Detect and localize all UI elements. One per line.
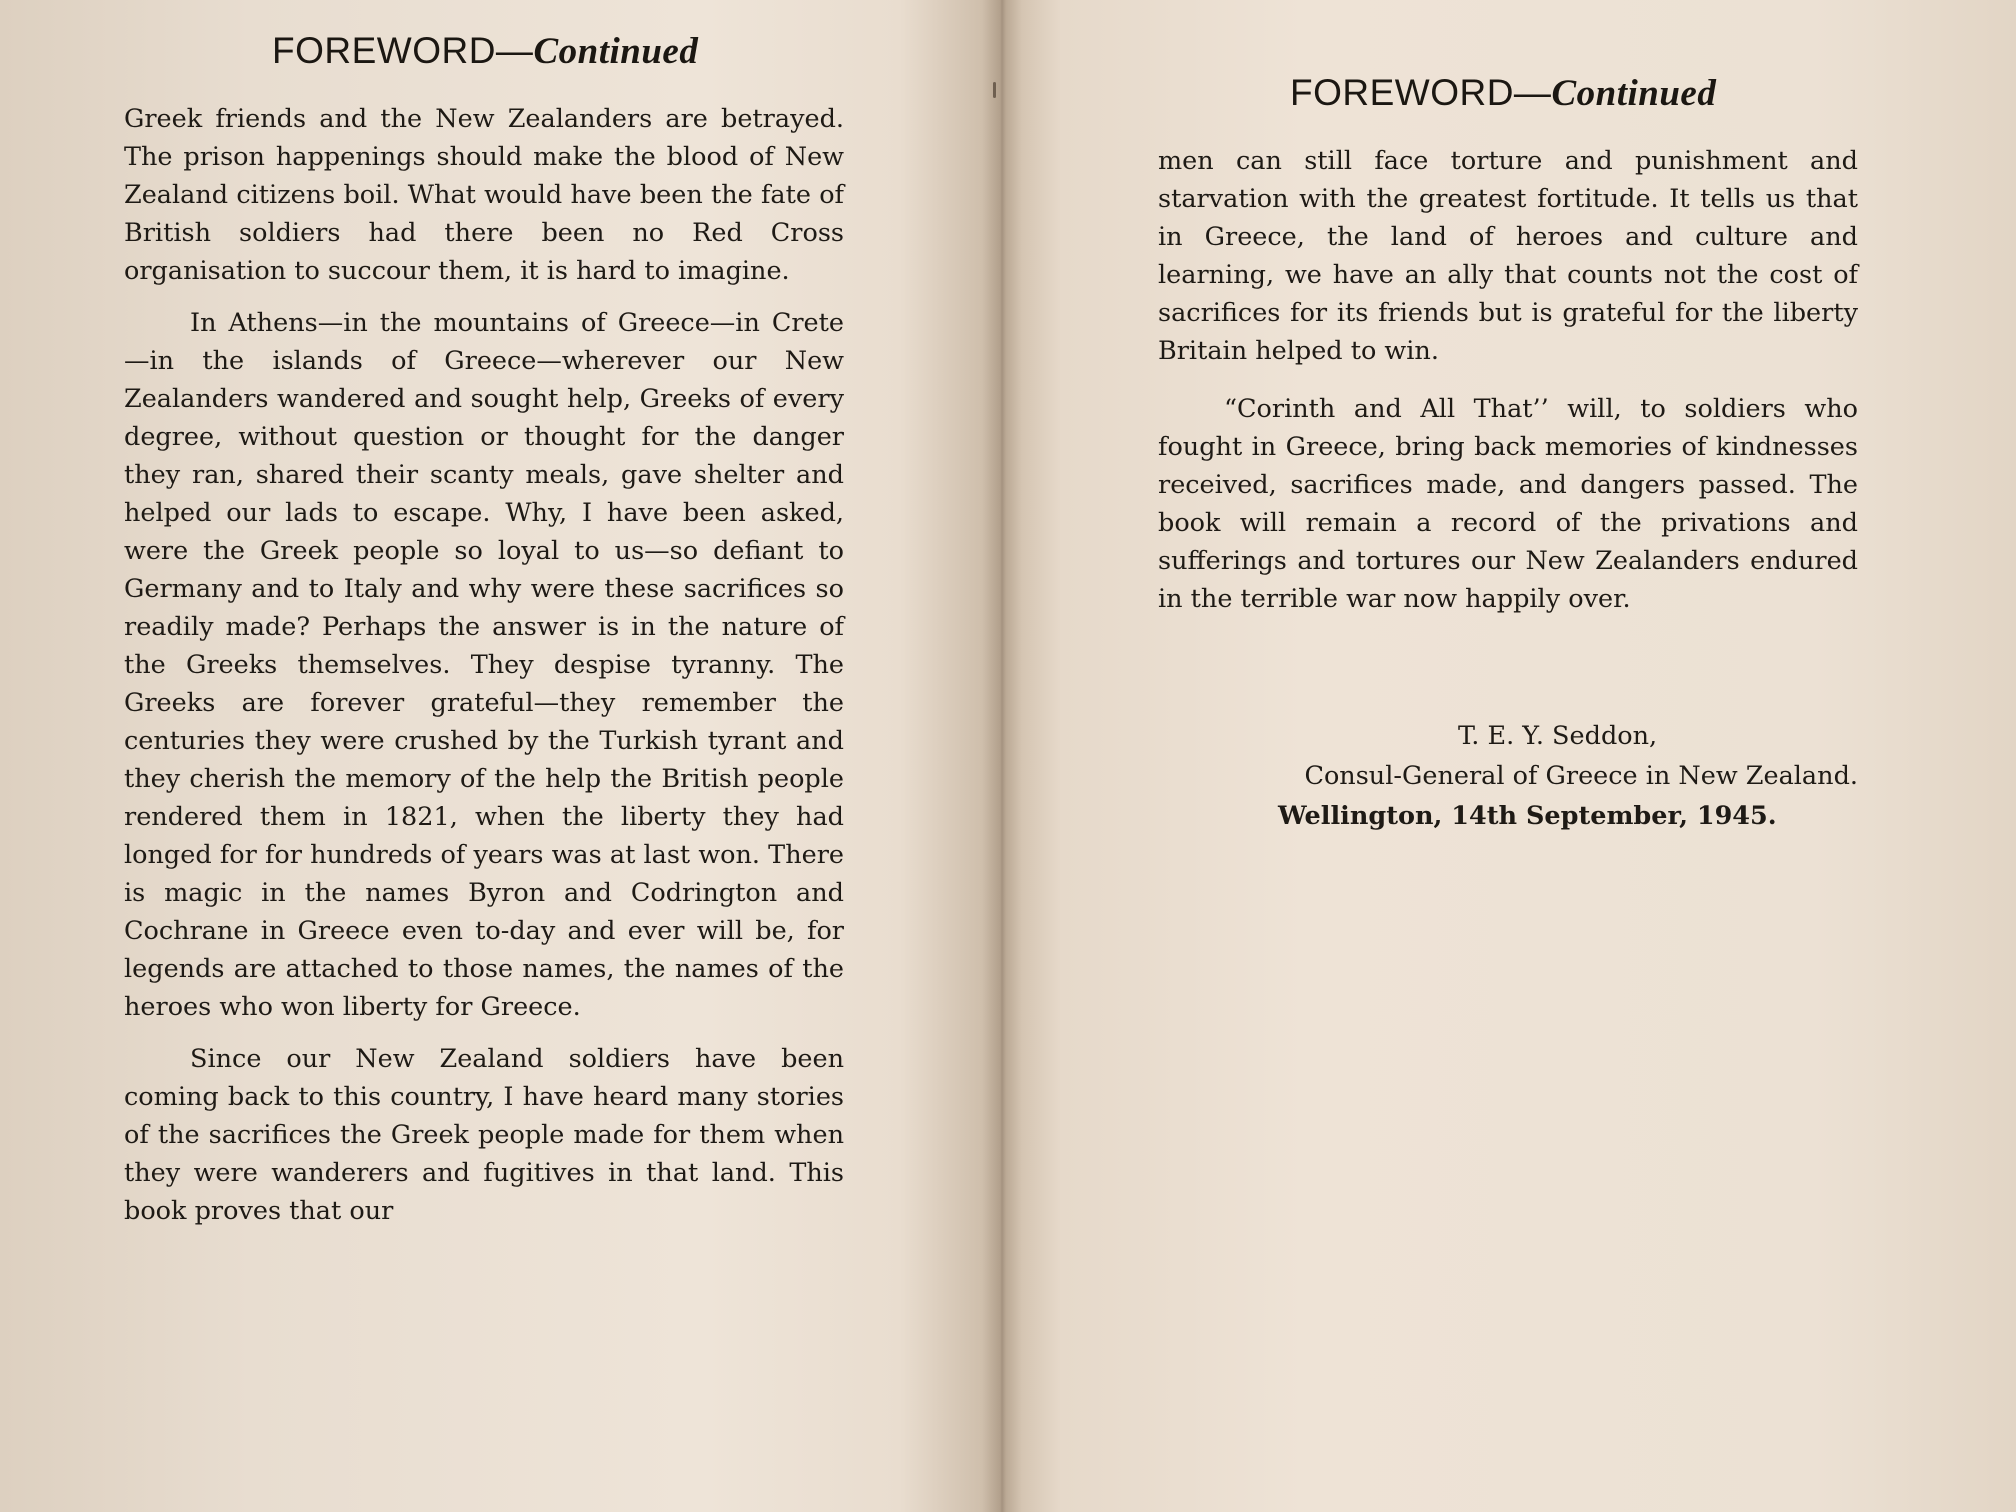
paper-mark [993,82,996,98]
signature-place-date: Wellington, 14th September, 1945. [1278,801,1777,831]
left-page [0,0,1000,1512]
right-paragraph-2: “Corinth and All That’’ will, to soldiers who fought in Greece, bring back memories of kindnesses received, sacrifices made, and dangers passed. The book will remain a record of the privations and sufferings and tortures our New Zealanders endured in the terrible war now happily over. [1158,394,1858,614]
signature-block [1158,716,1858,836]
right-paragraph-1: men can still face torture and punishment and starvation with the greatest fortitude. It tells us that in Greece, the land of heroes and culture and learning, we have an ally that counts not the cost of sacrifices for its friends but is grateful for the liberty Britain helped to win. [1158,146,1858,366]
left-heading-continued: Continued [533,31,699,72]
left-page-body [124,100,844,1230]
left-paragraph-1: Greek friends and the New Zealanders are betrayed. The prison happenings should make the blood of New Zealand citizens boil. What would have been the fate of British soldiers had there been no Red Cross organisation to succour them, it is hard to imagine. [124,104,844,286]
left-page-heading [272,30,698,73]
right-heading-continued: Continued [1551,73,1717,114]
signature-name: T. E. Y. Seddon, [1458,721,1658,751]
left-heading-main: FOREWORD— [272,30,534,71]
signature-title: Consul-General of Greece in New Zealand. [1304,761,1858,791]
right-page-body [1158,142,1858,618]
right-heading-main: FOREWORD— [1290,72,1552,113]
right-page [1000,0,2016,1512]
left-paragraph-2: In Athens—in the mountains of Greece—in Crete—in the islands of Greece—wherever our New Zealanders wandered and sought help, Greeks of every degree, without question or thought for the danger they ran, shared their scanty meals, gave shelter and helped our lads to escape. Why, I have been asked, were the Greek people so loyal to us—so defiant to Germany and to Italy and why were these sacrifices so readily made? Perhaps the answer is in the nature of the Greeks themselves. They despise tyranny. The Greeks are forever grateful—they remember the centuries they were crushed by the Turkish tyrant and they cherish the memory of the help the British people rendered them in 1821, when the liberty they had longed for for hundreds of years was at last won. There is magic in the names Byron and Codrington and Cochrane in Greece even to-day and ever will be, for legends are attached to those names, the names of the heroes who won liberty for Greece. [124,308,844,1022]
right-page-heading [1290,72,1716,115]
left-paragraph-3: Since our New Zealand soldiers have been coming back to this country, I have heard many stories of the sacrifices the Greek people made for them when they were wanderers and fugitives in that land. This book proves that our [124,1044,844,1226]
